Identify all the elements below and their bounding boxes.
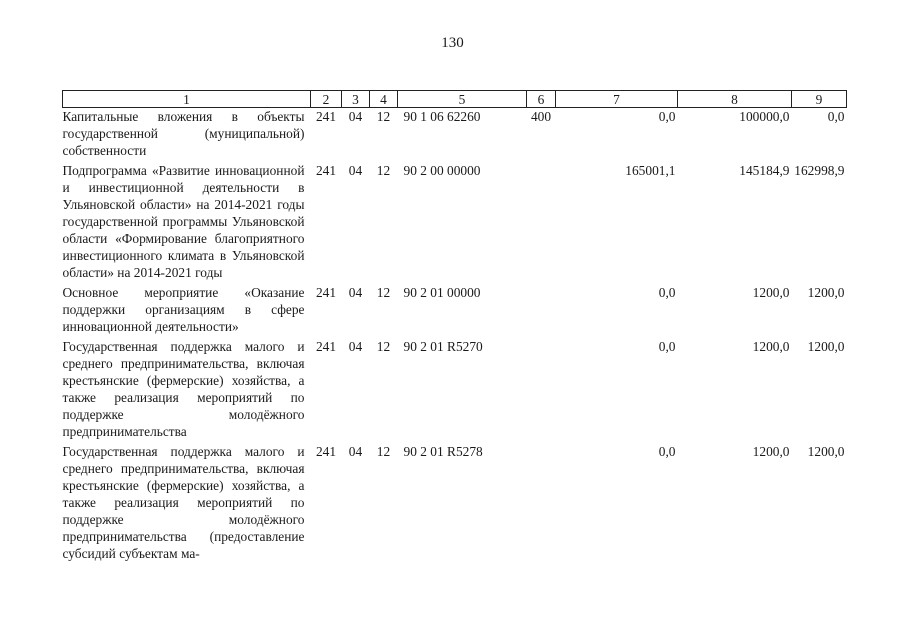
row-value-7: 0,0	[658, 285, 676, 300]
row-code-6: 400	[530, 109, 552, 124]
col-header-5: 5	[398, 91, 527, 108]
row-code-2: 241	[315, 285, 337, 300]
col-header-6: 6	[527, 91, 556, 108]
row-name: Подпрограмма «Развитие инновационной и инвестиционной деятельности в Ульяновской области» на 2014-2021 годы государственной программы Ульяновской области «Формирование благоприятного инвестиционного климата в Ульяновской области» на 2014-2021 годы	[62, 163, 305, 280]
row-code-5: 90 1 06 62260	[403, 109, 481, 124]
table-row	[63, 338, 847, 443]
table-row	[63, 284, 847, 338]
col-header-3: 3	[342, 91, 370, 108]
row-code-6	[527, 443, 556, 562]
row-code-5: 90 2 01 00000	[403, 285, 481, 300]
row-name: Государственная поддержка малого и среднего предпринимательства, включая крестьянские (фермерские) хозяйства, а также реализация мероприятий по поддержке молодёжного предпринимательства (предоставление субсидий субъектам ма-	[62, 444, 305, 561]
row-code-3: 04	[348, 339, 363, 354]
row-code-4: 12	[376, 109, 391, 124]
row-code-3: 04	[348, 285, 363, 300]
row-value-7: 0,0	[658, 339, 676, 354]
row-value-9: 1200,0	[807, 444, 845, 459]
row-value-9: 1200,0	[807, 285, 845, 300]
col-header-4: 4	[370, 91, 398, 108]
row-code-2: 241	[315, 163, 337, 178]
row-value-8: 1200,0	[752, 339, 790, 354]
budget-table	[62, 90, 847, 562]
row-code-2: 241	[315, 339, 337, 354]
row-code-5: 90 2 01 R5270	[403, 339, 483, 354]
col-header-9: 9	[792, 91, 847, 108]
row-code-4: 12	[376, 285, 391, 300]
table-row	[63, 443, 847, 562]
table-row	[63, 108, 847, 163]
row-value-8: 100000,0	[739, 109, 790, 124]
row-code-6	[527, 284, 556, 338]
row-value-8: 145184,9	[739, 163, 790, 178]
row-value-8: 1200,0	[752, 285, 790, 300]
row-code-4: 12	[376, 444, 391, 459]
row-code-6	[527, 162, 556, 284]
row-value-9: 162998,9	[794, 163, 845, 178]
row-code-5: 90 2 01 R5278	[403, 444, 483, 459]
row-value-9: 0,0	[827, 109, 845, 124]
row-code-3: 04	[348, 444, 363, 459]
row-value-8: 1200,0	[752, 444, 790, 459]
col-header-1: 1	[63, 91, 311, 108]
row-value-7: 0,0	[658, 109, 676, 124]
col-header-7: 7	[556, 91, 678, 108]
row-code-4: 12	[376, 339, 391, 354]
row-name: Основное мероприятие «Оказание поддержки организациям в сфере инновационной деятельности»	[62, 285, 305, 334]
row-code-2: 241	[315, 109, 337, 124]
row-name: Капитальные вложения в объекты государственной (муниципальной) собственности	[62, 109, 305, 158]
col-header-2: 2	[311, 91, 342, 108]
row-code-6	[527, 338, 556, 443]
row-code-3: 04	[348, 109, 363, 124]
row-value-9: 1200,0	[807, 339, 845, 354]
row-name: Государственная поддержка малого и среднего предпринимательства, включая крестьянские (фермерские) хозяйства, а также реализация мероприятий по поддержке молодёжного предпринимательства	[62, 339, 305, 439]
page-number: 130	[441, 35, 464, 51]
row-value-7: 165001,1	[625, 163, 676, 178]
row-code-3: 04	[348, 163, 363, 178]
table-row	[63, 162, 847, 284]
col-header-8: 8	[678, 91, 792, 108]
row-code-2: 241	[315, 444, 337, 459]
row-code-4: 12	[376, 163, 391, 178]
table-header	[63, 91, 847, 108]
row-value-7: 0,0	[658, 444, 676, 459]
row-code-5: 90 2 00 00000	[403, 163, 481, 178]
